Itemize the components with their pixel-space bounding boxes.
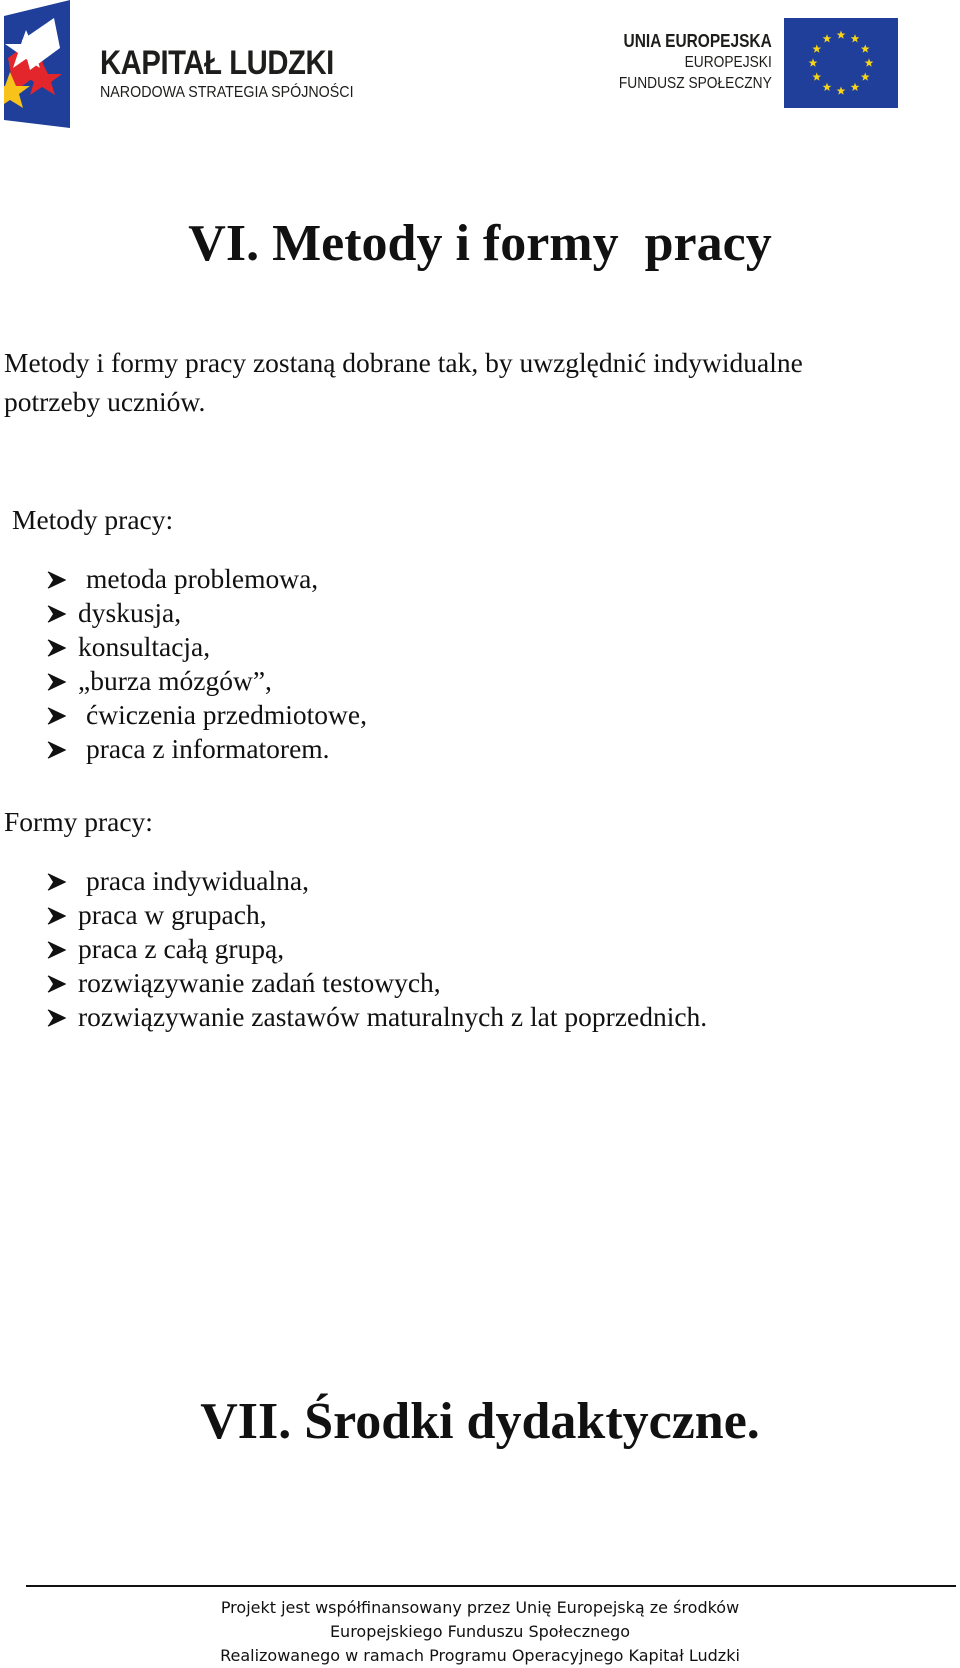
arrow-bullet-icon — [46, 974, 66, 994]
method-item-text: konsultacja, — [78, 631, 211, 662]
footer-line-2: Europejskiego Funduszu Społecznego — [329, 1622, 631, 1641]
arrow-bullet-icon — [46, 706, 66, 726]
kapital-ludzki-flag-icon — [4, 0, 76, 136]
arrow-bullet-icon — [46, 940, 66, 960]
eu-efs-logo — [598, 14, 898, 110]
kapital-ludzki-name: KAPITAŁ LUDZKI — [100, 44, 334, 82]
footer-line-1: Projekt jest współfinansowany przez Unię Europejską ze środków — [220, 1598, 740, 1617]
section-7-heading: VII. Środki dydaktyczne. — [200, 1393, 760, 1450]
eu-logo-line3: FUNDUSZ SPOŁECZNY — [619, 75, 772, 92]
footer-line-3: Realizowanego w ramach Programu Operacyjnego Kapitał Ludzki — [220, 1646, 740, 1665]
arrow-bullet-icon — [46, 1008, 66, 1028]
arrow-bullet-icon — [46, 672, 66, 692]
form-item-text: praca z całą grupą, — [78, 933, 285, 964]
arrow-bullet-icon — [46, 906, 66, 926]
footer-divider — [26, 1585, 956, 1587]
arrow-bullet-icon — [46, 872, 66, 892]
arrow-bullet-icon — [46, 570, 66, 590]
kapital-ludzki-logo — [4, 0, 384, 140]
eu-logo-line1: UNIA EUROPEJSKA — [623, 31, 772, 51]
kapital-ludzki-subtitle: NARODOWA STRATEGIA SPÓJNOŚCI — [100, 84, 354, 101]
eu-logo-line2: EUROPEJSKI — [684, 54, 772, 71]
form-item-text: rozwiązywanie zastawów maturalnych z lat poprzednich. — [78, 1001, 708, 1032]
intro-line-2: potrzeby uczniów. — [4, 386, 206, 417]
forms-label: Formy pracy: — [4, 806, 153, 837]
method-item-text: metoda problemowa, — [86, 563, 319, 594]
arrow-bullet-icon — [46, 638, 66, 658]
arrow-bullet-icon — [46, 740, 66, 760]
arrow-bullet-icon — [46, 604, 66, 624]
section-6-heading: VI. Metody i formy pracy — [188, 215, 772, 272]
form-item-text: rozwiązywanie zadań testowych, — [78, 967, 441, 998]
method-item-text: „burza mózgów”, — [78, 665, 272, 696]
form-item-text: praca w grupach, — [78, 899, 267, 930]
eu-logo-text — [594, 30, 772, 94]
eu-flag-icon — [784, 18, 898, 108]
methods-label: Metody pracy: — [12, 504, 174, 535]
form-item-text: praca indywidualna, — [86, 865, 309, 896]
method-item-text: ćwiczenia przedmiotowe, — [86, 699, 367, 730]
intro-line-1: Metody i formy pracy zostaną dobrane tak, by uwzględnić indywidualne — [4, 347, 803, 378]
method-item-text: dyskusja, — [78, 597, 182, 628]
method-item-text: praca z informatorem. — [86, 733, 330, 764]
